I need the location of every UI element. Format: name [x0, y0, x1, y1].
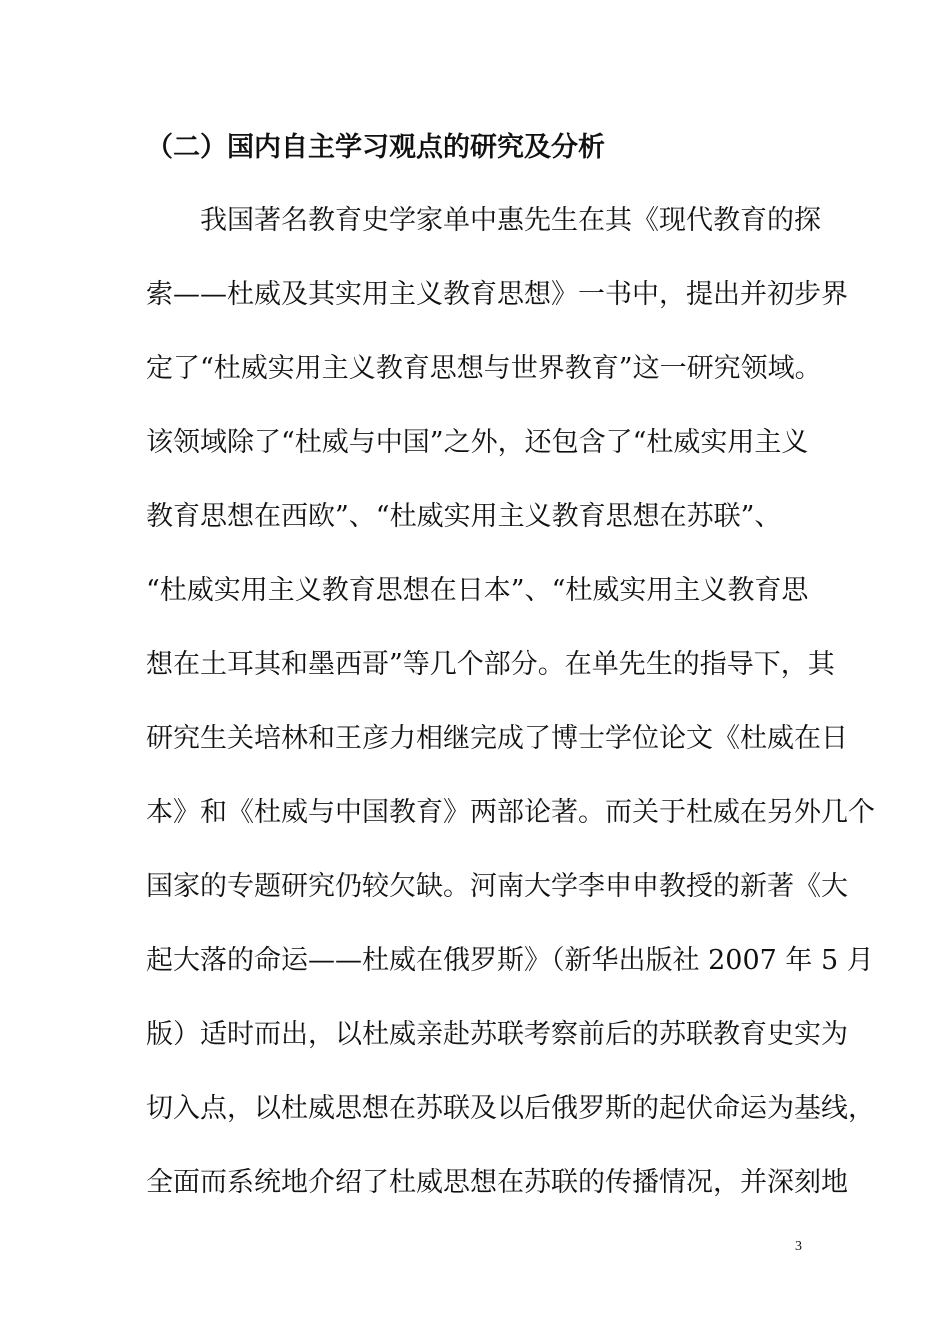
- body-line: 版）适时而出，以杜威亲赴苏联考察前后的苏联教育史实为: [146, 1019, 848, 1050]
- section-heading: （二）国内自主学习观点的研究及分析: [146, 132, 605, 163]
- body-line: “杜威实用主义教育思想在日本”、“杜威实用主义教育思: [146, 575, 809, 606]
- body-line: 该领域除了“杜威与中国”之外，还包含了“杜威实用主义: [146, 427, 809, 458]
- body-line: 本》和《杜威与中国教育》两部论著。而关于杜威在另外几个: [146, 797, 875, 828]
- body-line: 起大落的命运——杜威在俄罗斯》（新华出版社 2007 年 5 月: [146, 945, 874, 976]
- body-line: 索——杜威及其实用主义教育思想》一书中，提出并初步界: [146, 279, 848, 310]
- body-line: 想在土耳其和墨西哥”等几个部分。在单先生的指导下，其: [146, 649, 835, 680]
- body-line: 切入点，以杜威思想在苏联及以后俄罗斯的起伏命运为基线，: [146, 1093, 875, 1124]
- body-line: 全面而系统地介绍了杜威思想在苏联的传播情况，并深刻地: [146, 1167, 848, 1198]
- body-line: 我国著名教育史学家单中惠先生在其《现代教育的探: [146, 205, 821, 236]
- body-line: 定了“杜威实用主义教育思想与世界教育”这一研究领域。: [146, 353, 822, 384]
- page-number: 3: [795, 1239, 802, 1254]
- body-line: 研究生关培林和王彦力相继完成了博士学位论文《杜威在日: [146, 723, 848, 754]
- body-line: 教育思想在西欧”、“杜威实用主义教育思想在苏联”、: [146, 501, 782, 532]
- body-line: 国家的专题研究仍较欠缺。河南大学李申申教授的新著《大: [146, 871, 848, 902]
